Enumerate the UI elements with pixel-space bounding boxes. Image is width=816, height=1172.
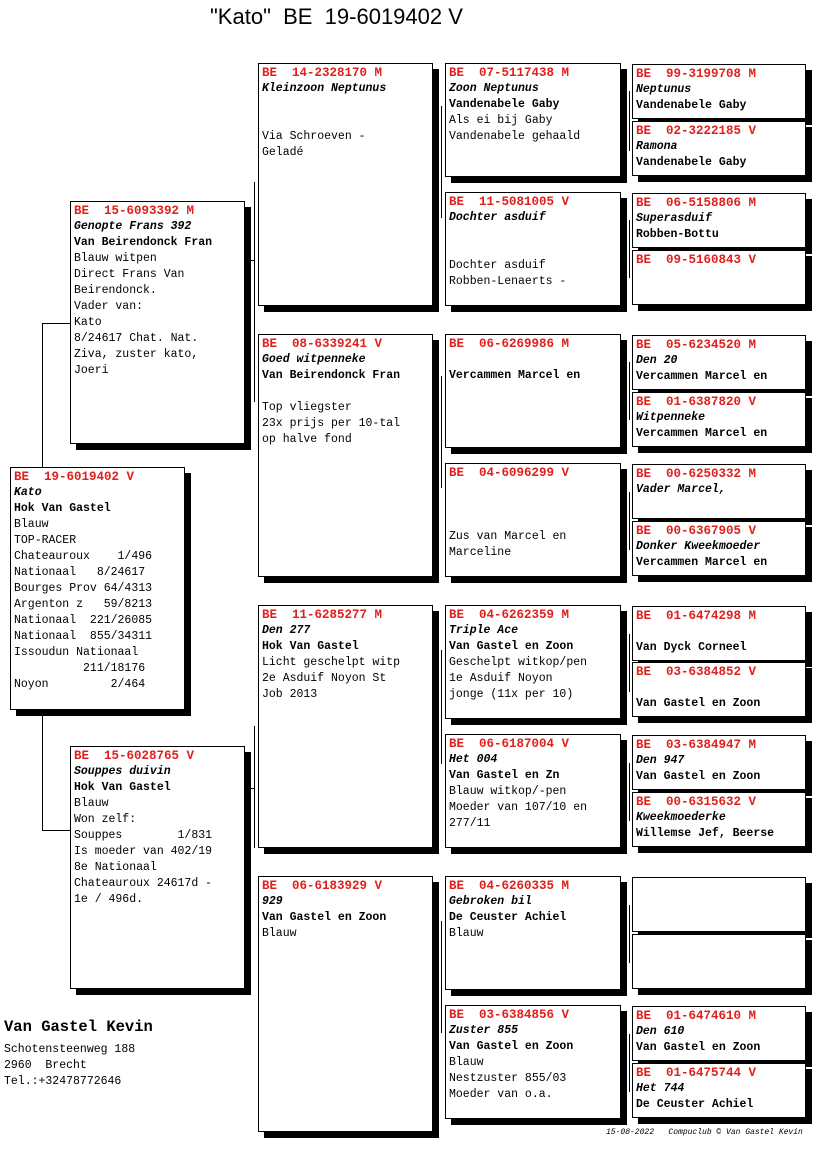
mother-owner: Hok Van Gastel: [74, 781, 171, 794]
gggp-owner: Vercammen Marcel en: [636, 427, 768, 440]
gggp-name: Den 610: [636, 1025, 685, 1038]
gggp-name: Witpenneke: [636, 411, 706, 424]
grandparent-name: 929: [262, 895, 283, 908]
gggp-card-4[interactable]: [632, 250, 806, 305]
father-name: Genopte Frans 392: [74, 220, 192, 233]
father-line: 8/24617 Chat. Nat.: [74, 332, 199, 345]
grandparent-line: Top vliegster: [262, 401, 352, 414]
grandparent-line: 23x prijs per 10-tal: [262, 417, 401, 430]
pedigree-title: "Kato" BE 19-6019402 V: [210, 4, 463, 29]
grandparent-name: Kleinzoon Neptunus: [262, 82, 387, 95]
subject-line: Nationaal 855/34311: [14, 630, 153, 643]
grandparent-line: Via Schroeven -: [262, 130, 366, 143]
gggp-owner: Robben-Bottu: [636, 228, 719, 241]
ggp-line: Dochter asduif: [449, 259, 546, 272]
gggp-ring: BE 01-6474610 M: [636, 1009, 757, 1023]
gggp-name: Kweekmoederke: [636, 811, 726, 824]
gggp-ring: BE 00-6315632 V: [636, 795, 757, 809]
grandparent-owner: Hok Van Gastel: [262, 640, 359, 653]
gggp-owner: Van Dyck Corneel: [636, 641, 747, 654]
ggp-line: Vercammen Marcel en: [449, 369, 581, 382]
mother-line: Blauw: [74, 797, 109, 810]
grandparent-line: Job 2013: [262, 688, 318, 701]
ggp-name: Het 004: [449, 753, 498, 766]
grandparent-ring: BE 06-6183929 V: [262, 879, 383, 893]
subject-line: Bourges Prov 64/4313: [14, 582, 153, 595]
gggp-ring: BE 02-3222185 V: [636, 124, 757, 138]
gggp-card-15[interactable]: [632, 1006, 806, 1061]
subject-name: Kato: [14, 486, 42, 499]
great-grandparent-card-5[interactable]: [445, 605, 621, 719]
mother-ring: BE 15-6028765 V: [74, 749, 195, 763]
ggp-owner: De Ceuster Achiel: [449, 911, 567, 924]
ggp-ring: BE 06-6269986 M: [449, 337, 570, 351]
grandparent-owner: Van Gastel en Zoon: [262, 911, 387, 924]
great-grandparent-card-1[interactable]: [445, 63, 621, 177]
ggp-line: Zus van Marcel en: [449, 530, 567, 543]
grandparent-card-2[interactable]: [258, 334, 433, 577]
gggp-ring: BE 99-3199708 M: [636, 67, 757, 81]
great-grandparent-card-3[interactable]: [445, 334, 621, 448]
great-grandparent-card-2[interactable]: [445, 192, 621, 306]
father-line: Joeri: [74, 364, 109, 377]
ggp-name: Zoon Neptunus: [449, 82, 539, 95]
father-line: Ziva, zuster kato,: [74, 348, 199, 361]
father-ring: BE 15-6093392 M: [74, 204, 195, 218]
gggp-card-11[interactable]: [632, 735, 806, 790]
grandparent-line: 2e Asduif Noyon St: [262, 672, 387, 685]
ggp-owner: Van Gastel en Zn: [449, 769, 560, 782]
gggp-ring: BE 06-5158806 M: [636, 196, 757, 210]
subject-line: Chateauroux 1/496: [14, 550, 153, 563]
gggp-ring: BE 01-6475744 V: [636, 1066, 757, 1080]
grandparent-name: Den 277: [262, 624, 311, 637]
great-grandparent-card-6[interactable]: [445, 734, 621, 848]
subject-line: Nationaal 8/24617: [14, 566, 146, 579]
father-card[interactable]: [70, 201, 245, 444]
gggp-owner: Vercammen Marcel en: [636, 556, 768, 569]
gggp-card-16[interactable]: [632, 1063, 806, 1118]
ggp-line: Geschelpt witkop/pen: [449, 656, 588, 669]
ggp-ring: BE 04-6262359 M: [449, 608, 570, 622]
ggp-line: Nestzuster 855/03: [449, 1072, 567, 1085]
ggp-line: Als ei bij Gaby: [449, 114, 553, 127]
father-line: Blauw witpen: [74, 252, 157, 265]
breeder-name: Van Gastel Kevin: [4, 1018, 153, 1036]
ggp-line: Robben-Lenaerts -: [449, 275, 567, 288]
gggp-owner: Van Gastel en Zoon: [636, 1041, 761, 1054]
subject-card[interactable]: [10, 467, 185, 710]
subject-line: Issoudun Nationaal: [14, 646, 139, 659]
ggp-line: Moeder van 107/10 en: [449, 801, 588, 814]
grandparent-ring: BE 14-2328170 M: [262, 66, 383, 80]
ggp-ring: BE 06-6187004 V: [449, 737, 570, 751]
mother-line: Souppes 1/831: [74, 829, 213, 842]
subject-line: TOP-RACER: [14, 534, 77, 547]
ggp-line: Vandenabele gehaald: [449, 130, 581, 143]
gggp-owner: Vercammen Marcel en: [636, 370, 768, 383]
gggp-name: Donker Kweekmoeder: [636, 540, 761, 553]
breeder-phone: Tel.:+32478772646: [4, 1075, 122, 1088]
gggp-owner: De Ceuster Achiel: [636, 1098, 754, 1111]
subject-line: Nationaal 221/26085: [14, 614, 153, 627]
father-line: Beirendonck.: [74, 284, 157, 297]
ggp-line: Marceline: [449, 546, 512, 559]
gggp-name: Superasduif: [636, 212, 712, 225]
gggp-name: Den 947: [636, 754, 685, 767]
ggp-line: Blauw: [449, 927, 484, 940]
gggp-card-3[interactable]: [632, 193, 806, 248]
gggp-owner: Vandenabele Gaby: [636, 156, 747, 169]
gggp-ring: BE 09-5160843 V: [636, 253, 757, 267]
footer-credit: 15-08-2022 Compuclub © Van Gastel Kevin: [606, 1128, 803, 1137]
subject-line: Blauw: [14, 518, 49, 531]
ggp-line: 277/11: [449, 817, 491, 830]
gggp-ring: BE 00-6250332 M: [636, 467, 757, 481]
great-grandparent-card-7[interactable]: [445, 876, 621, 990]
ggp-name: Zuster 855: [449, 1024, 519, 1037]
grandparent-card-3[interactable]: [258, 605, 433, 848]
ggp-ring: BE 11-5081005 V: [449, 195, 570, 209]
ggp-line: 1e Asduif Noyon: [449, 672, 553, 685]
gggp-card-13[interactable]: [632, 877, 806, 932]
grandparent-ring: BE 11-6285277 M: [262, 608, 383, 622]
breeder-city: 2960 Brecht: [4, 1059, 87, 1072]
grandparent-owner: Van Beirendonck Fran: [262, 369, 401, 382]
ggp-owner: Van Gastel en Zoon: [449, 1040, 574, 1053]
ggp-owner: Van Gastel en Zoon: [449, 640, 574, 653]
ggp-name: Triple Ace: [449, 624, 519, 637]
ggp-ring: BE 03-6384856 V: [449, 1008, 570, 1022]
gggp-ring: BE 05-6234520 M: [636, 338, 757, 352]
father-line: Kato: [74, 316, 102, 329]
mother-card[interactable]: [70, 746, 245, 989]
gggp-card-6[interactable]: [632, 392, 806, 447]
gggp-ring: BE 03-6384947 M: [636, 738, 757, 752]
ggp-line: jonge (11x per 10): [449, 688, 574, 701]
ggp-name: Gebroken bil: [449, 895, 532, 908]
ggp-line: Moeder van o.a.: [449, 1088, 553, 1101]
gggp-card-5[interactable]: [632, 335, 806, 390]
breeder-street: Schotensteenweg 188: [4, 1043, 136, 1056]
gggp-owner: Willemse Jef, Beerse: [636, 827, 775, 840]
grandparent-card-1[interactable]: [258, 63, 433, 306]
grandparent-line: Geladé: [262, 146, 304, 159]
gggp-card-12[interactable]: [632, 792, 806, 847]
subject-owner: Hok Van Gastel: [14, 502, 111, 515]
great-grandparent-card-4[interactable]: [445, 463, 621, 577]
subject-line: Argenton z 59/8213: [14, 598, 153, 611]
ggp-name: Dochter asduif: [449, 211, 546, 224]
gggp-card-9[interactable]: [632, 606, 806, 661]
father-line: Vader van:: [74, 300, 144, 313]
gggp-ring: BE 00-6367905 V: [636, 524, 757, 538]
mother-line: Is moeder van 402/19: [74, 845, 213, 858]
grandparent-card-4[interactable]: [258, 876, 433, 1132]
grandparent-line: Licht geschelpt witp: [262, 656, 401, 669]
subject-line: Noyon 2/464: [14, 678, 146, 691]
grandparent-line: Blauw: [262, 927, 297, 940]
mother-name: Souppes duivin: [74, 765, 171, 778]
gggp-owner: Van Gastel en Zoon: [636, 770, 761, 783]
gggp-name: Neptunus: [636, 83, 692, 96]
ggp-ring: BE 04-6096299 V: [449, 466, 570, 480]
grandparent-ring: BE 08-6339241 V: [262, 337, 383, 351]
gggp-owner: Van Gastel en Zoon: [636, 697, 761, 710]
mother-line: 8e Nationaal: [74, 861, 157, 874]
ggp-line: Blauw: [449, 1056, 484, 1069]
father-line: Direct Frans Van: [74, 268, 185, 281]
gggp-card-10[interactable]: [632, 662, 806, 717]
ggp-ring: BE 07-5117438 M: [449, 66, 570, 80]
gggp-card-2[interactable]: [632, 121, 806, 176]
mother-line: Won zelf:: [74, 813, 137, 826]
ggp-ring: BE 04-6260335 M: [449, 879, 570, 893]
grandparent-line: op halve fond: [262, 433, 352, 446]
gggp-name: Het 744: [636, 1082, 685, 1095]
gggp-card-8[interactable]: [632, 521, 806, 576]
subject-line: 211/18176: [14, 662, 146, 675]
gggp-name: Ramona: [636, 140, 678, 153]
gggp-card-1[interactable]: [632, 64, 806, 119]
gggp-name: Vader Marcel,: [636, 483, 726, 496]
ggp-owner: Vandenabele Gaby: [449, 98, 560, 111]
gggp-owner: Vandenabele Gaby: [636, 99, 747, 112]
gggp-card-14[interactable]: [632, 934, 806, 989]
gggp-ring: BE 01-6387820 V: [636, 395, 757, 409]
gggp-ring: BE 01-6474298 M: [636, 609, 757, 623]
grandparent-name: Goed witpenneke: [262, 353, 366, 366]
gggp-name: Den 20: [636, 354, 678, 367]
great-grandparent-card-8[interactable]: [445, 1005, 621, 1119]
subject-ring: BE 19-6019402 V: [14, 470, 135, 484]
mother-line: Chateauroux 24617d -: [74, 877, 213, 890]
mother-line: 1e / 496d.: [74, 893, 144, 906]
gggp-ring: BE 03-6384852 V: [636, 665, 757, 679]
father-owner: Van Beirendonck Fran: [74, 236, 213, 249]
ggp-line: Blauw witkop/-pen: [449, 785, 567, 798]
gggp-card-7[interactable]: [632, 464, 806, 519]
